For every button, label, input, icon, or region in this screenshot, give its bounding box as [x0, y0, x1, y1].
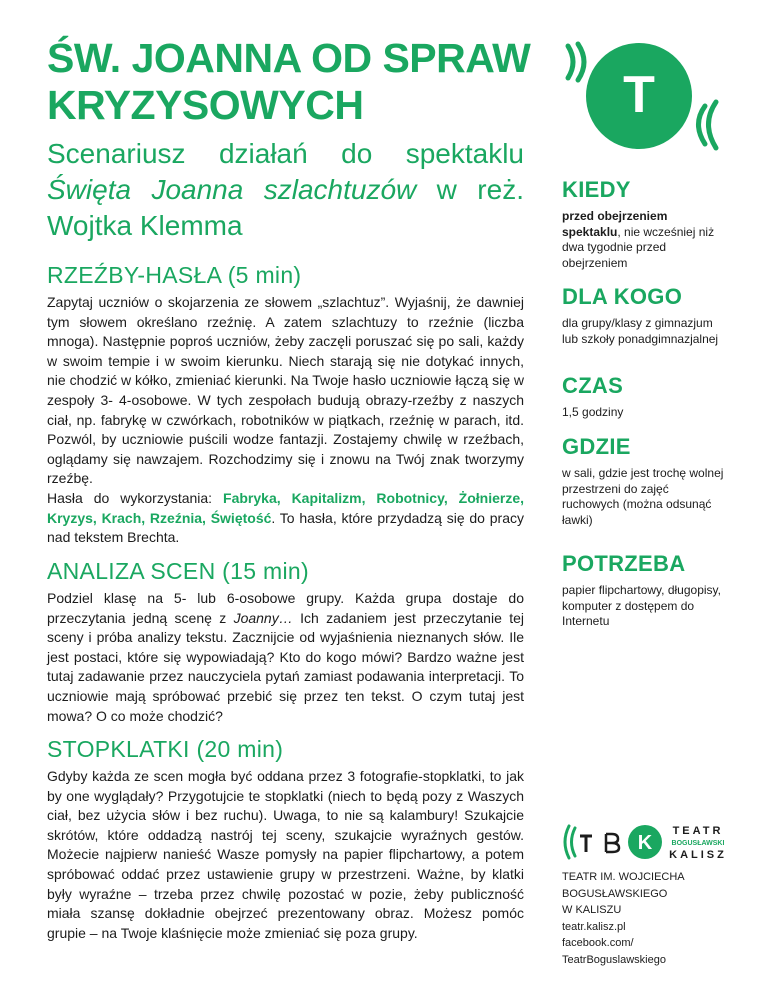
page-title: ŚW. JOANNA OD SPRAW KRYZYSOWYCH	[47, 35, 531, 128]
subtitle	[47, 136, 524, 244]
section-text: Zapytaj uczniów o skojarzenia ze słowem „szlachtuz”. Wyjaśnij, że dawniej tym słowem określano rzeźnię. A zatem szlachtuzy to rzeźnie (liczba mnoga). Następnie poproś uczniów, żeby zaczęli poruszać się po sali, każdy w swoim tempie i w swoim kierunku. Niech starają się nie dotykać innych, nie chodzić w kółko, zmieniać kierunki. Na Twoje hasło uczniowie łączą się w zespoły 3- 4-osobowe. W tych zespołach budują obrazy-rzeźby z naszych ciał, np. fabrykę w czwórkach, robotników w piątkach, rzeźnię w parach, itd. Pozwól, by uczniowie puścili wodze fantazji. Zostajemy chwilę w rzeźbach, oglądamy się nawzajem. Rozchodzimy się i znowu na Twój znak tworzymy rzeźbę.	[47, 294, 524, 487]
section-rzezby-hasla	[47, 262, 524, 548]
footer-line: TEATR IM. WOJCIECHA	[562, 871, 685, 883]
footer-logo-boguslawski: BOGUSŁAWSKI	[671, 840, 725, 847]
logo-letter: T	[623, 66, 655, 124]
info-text: w sali, gdzie jest trochę wolnej przestrzeni do zajęć ruchowych (można odsunąć ławki)	[562, 466, 724, 527]
footer-logo-k: K	[637, 832, 653, 854]
subtitle-play-title: Święta Joanna szlachtuzów	[47, 174, 417, 205]
info-potrzeba	[562, 551, 727, 630]
teatr-kalisz-logo-icon	[562, 822, 732, 862]
footer-facebook-link[interactable]	[562, 935, 732, 968]
info-heading: DLA KOGO	[562, 284, 683, 309]
section-heading: RZEŹBY-HASŁA (5 min)	[47, 262, 302, 288]
info-text-rest: , nie wcześniej niż dwa tygodnie przed obejrzeniem	[562, 224, 715, 270]
info-gdzie	[562, 434, 727, 528]
info-text	[562, 209, 727, 271]
footer-logo-kalisz: KALISZ	[669, 849, 727, 861]
info-kiedy	[562, 177, 727, 271]
play-short-title: Joanny…	[233, 609, 293, 626]
info-text: dla grupy/klasy z gimnazjum lub szkoły ponadgimnazjalnej	[562, 316, 719, 346]
info-heading: CZAS	[562, 373, 624, 398]
info-heading: POTRZEBA	[562, 551, 686, 576]
section-text: Ich zadaniem jest przeczytanie tej sceny i próba analizy tekstu. Zacznijcie od wyjaśnienia nieznanych słów. Ile jest postaci, które się wypowiadają? Kto do kogo mówi? Bardzo ważne jest tutaj zadawanie przez nauczyciela pytań zamiast podawania interpretacji. To uczniowie mają spróbować przebić się przez ten tekst. O czym tutaj jest mowa? O co może chodzić?	[47, 609, 524, 724]
footer-line: BOGUSŁAWSKIEGO	[562, 887, 668, 900]
keywords-outro: . To hasła, które przydadzą się do pracy nad tekstem Brechta.	[47, 509, 524, 546]
section-text: Podziel klasę na 5- lub 6-osobowe grupy. Każda grupa dostaje do przeczytania jedną scenę z	[47, 590, 524, 626]
keywords-intro: Hasła do wykorzystania:	[47, 489, 224, 506]
section-stopklatki	[47, 736, 524, 943]
info-czas	[562, 373, 727, 421]
subtitle-part2: w reż. Wojtka Klemma	[47, 174, 524, 241]
footer-line: W KALISZU	[562, 904, 622, 916]
section-body: Gdyby każda ze scen mogła być oddana przez 3 fotografie-stopklatki, to jak by one wyglądały? Przygotujcie te stopklatki (niech to będą pozy z Waszych ciał, bez użycia słów i bez ruchu). Uwaga, to nie są kalambury! Szukajcie skrótów, które oddadzą nastrój tej sceny, szukajcie wyraźnych gestów. Możecie najpierw nanieść Wasze pomysły na papier flipchartowy, a potem spróbować oddać przez ustawienie grupy w przestrzeni. Ważne, by klatki były wyraźne – trzeba przez chwilę pozostać w pozie, żeby publiczność miała szansę dokładnie obejrzeć prezentowany obraz. Możesz pomóc grupie – na Twoje klaśnięcie może zmieniać się poza grupy.	[47, 768, 524, 941]
info-dla-kogo	[562, 284, 727, 347]
teatr-logo-icon	[560, 40, 730, 152]
section-body	[47, 293, 524, 548]
footer-website-link[interactable]: teatr.kalisz.pl	[562, 920, 626, 933]
section-body	[47, 589, 524, 726]
info-text-bold: przed obejrzeniem spektaklu	[562, 209, 668, 239]
info-heading: KIEDY	[562, 177, 631, 202]
facebook-part2: TeatrBoguslawskiego	[562, 953, 666, 966]
section-heading: ANALIZA SCEN (15 min)	[47, 558, 309, 584]
facebook-part1: facebook.com/	[562, 937, 634, 949]
info-heading: GDZIE	[562, 434, 631, 459]
info-text: papier flipchartowy, długopisy, komputer z dostępem do Internetu	[562, 583, 721, 628]
footer-contact	[562, 869, 732, 968]
section-analiza-scen	[47, 558, 524, 726]
info-text: 1,5 godziny	[562, 405, 624, 419]
subtitle-part1: Scenariusz działań do spektaklu	[47, 138, 524, 169]
keywords-list: Fabryka, Kapitalizm, Robotnicy, Żołnierze, Kryzys, Krach, Rzeźnia, Świętość	[47, 489, 525, 526]
section-heading: STOPKLATKI (20 min)	[47, 736, 284, 762]
footer-logo-teatr: TEATR	[672, 825, 724, 837]
